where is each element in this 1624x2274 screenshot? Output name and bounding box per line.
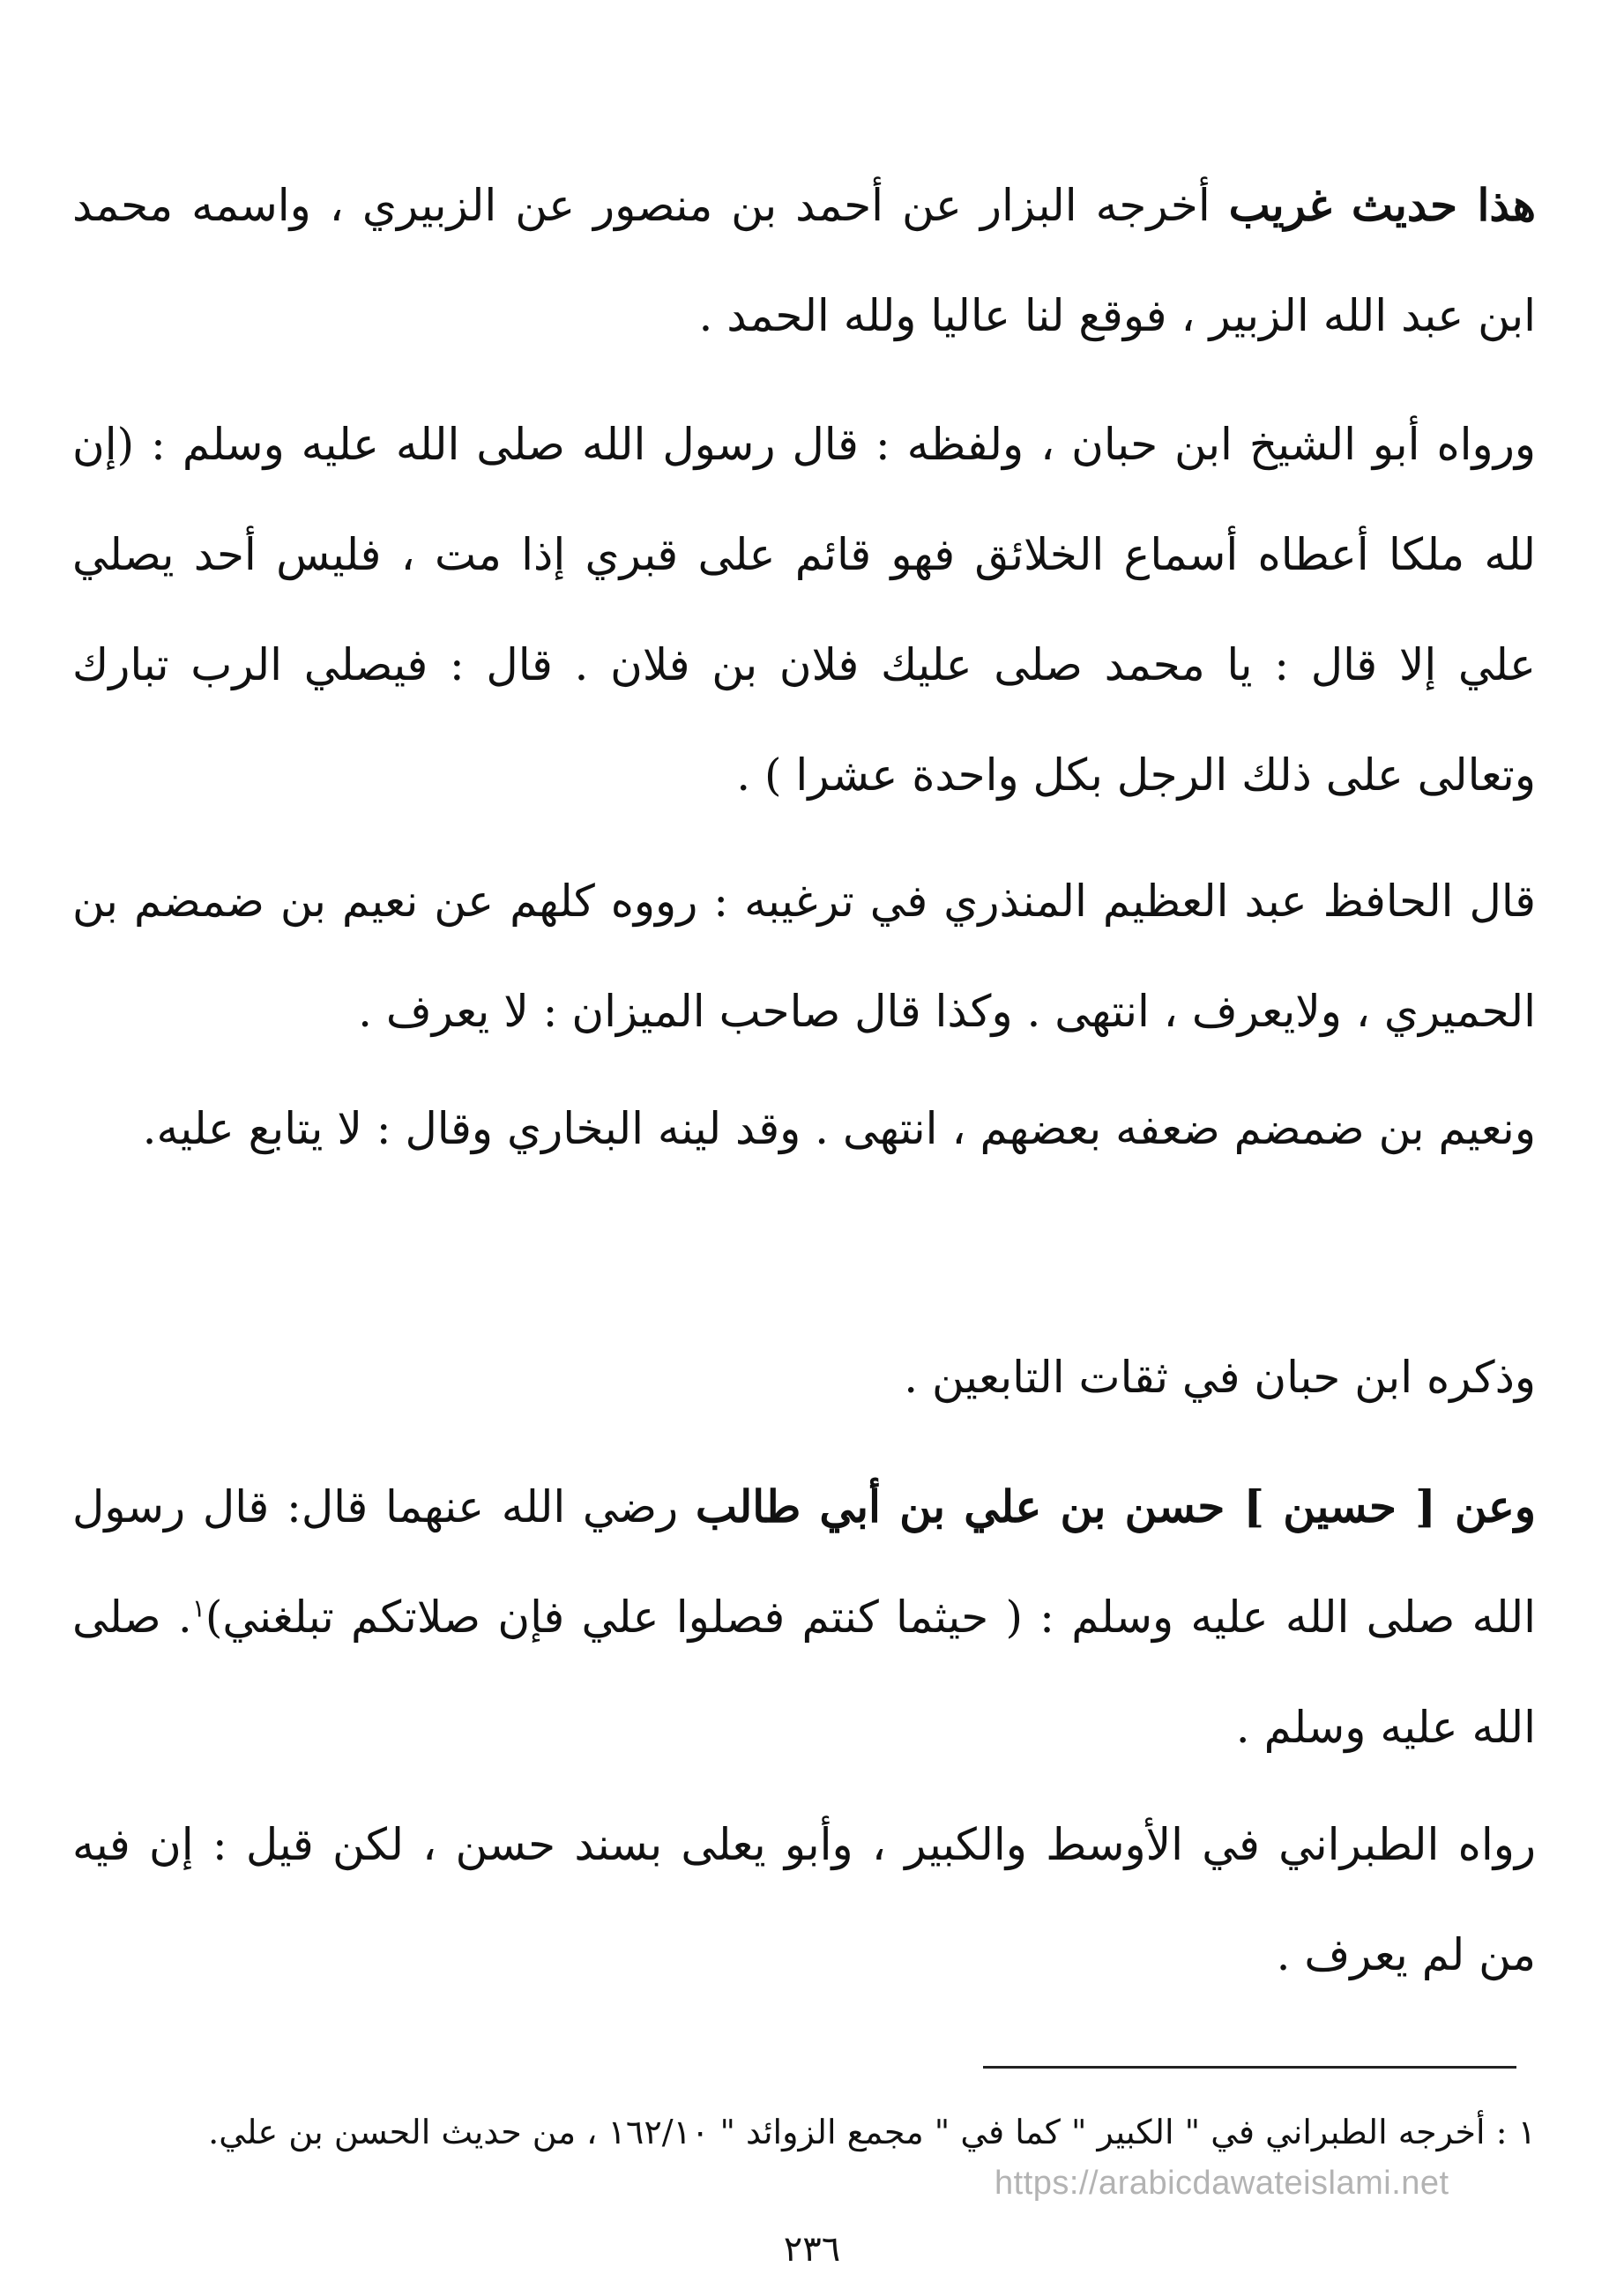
paragraph-4 xyxy=(72,1074,1536,1184)
paragraph-5-text: وذكره ابن حبان في ثقات التابعين . xyxy=(904,1352,1536,1403)
page-number: ٢٣٦ xyxy=(783,2229,841,2270)
paragraph-6-lead: وعن [ حسين ] xyxy=(1225,1480,1536,1532)
watermark-url: https://arabicdawateislami.net xyxy=(995,2165,1449,2202)
paragraph-1 xyxy=(72,150,1536,371)
footnote-text: ١ : أخرجه الطبراني في " الكبير " كما في " مجمع الزوائد " ١٦٢/١٠ ، من حديث الحسن بن علي. xyxy=(208,2113,1536,2151)
paragraph-5 xyxy=(72,1323,1536,1433)
paragraph-3-text: قال الحافظ عبد العظيم المنذري في ترغيبه : رووه كلهم عن نعيم بن ضمضم بن الحميري ، ولايعرف ، انتهى . وكذا قال صاحب الميزان : لا يعرف . xyxy=(72,876,1536,1037)
footnote-divider xyxy=(983,2066,1516,2069)
paragraph-6-tail: . صلى الله عليه وسلم . xyxy=(72,1592,1536,1753)
paragraph-2-text: ورواه أبو الشيخ ابن حبان ، ولفظه : قال رسول الله صلى الله عليه وسلم : (إن لله ملكا أعطاه أسماع الخلائق فهو قائم على قبري إذا مت ، فليس أحد يصلي علي إلا قال : يا محمد صلى عليك فلان بن فلان . قال : فيصلي الرب تبارك وتعالى على ذلك الرجل بكل واحدة عشرا ) . xyxy=(72,419,1536,801)
paragraph-3 xyxy=(72,846,1536,1067)
paragraph-7-text: رواه الطبراني في الأوسط والكبير ، وأبو يعلى بسند حسن ، لكن قيل : إن فيه من لم يعرف . xyxy=(72,1819,1536,1980)
paragraph-2 xyxy=(72,390,1536,831)
footnote xyxy=(55,2090,1536,2174)
paragraph-4-text: ونعيم بن ضمضم ضعفه بعضهم ، انتهى . وقد لينه البخاري وقال : لا يتابع عليه. xyxy=(142,1103,1536,1154)
paragraph-7 xyxy=(72,1790,1536,2010)
paragraph-6 xyxy=(72,1451,1536,1783)
hadith-grade-bold: هذا حديث غريب xyxy=(1228,179,1537,231)
paragraph-1-text: أخرجه البزار عن أحمد بن منصور عن الزبيري ، واسمه محمد ابن عبد الله الزبير ، فوقع لنا عاليا ولله الحمد . xyxy=(72,180,1536,341)
footnote-reference: ١ xyxy=(191,1593,205,1623)
narrator-name-bold: حسن بن علي بن أبي طالب xyxy=(695,1480,1225,1532)
paragraph-6-text: رضي الله عنهما قال: قال رسول الله صلى الله عليه وسلم : ( حيثما كنتم فصلوا علي فإن صلاتكم تبلغني) xyxy=(72,1481,1536,1643)
